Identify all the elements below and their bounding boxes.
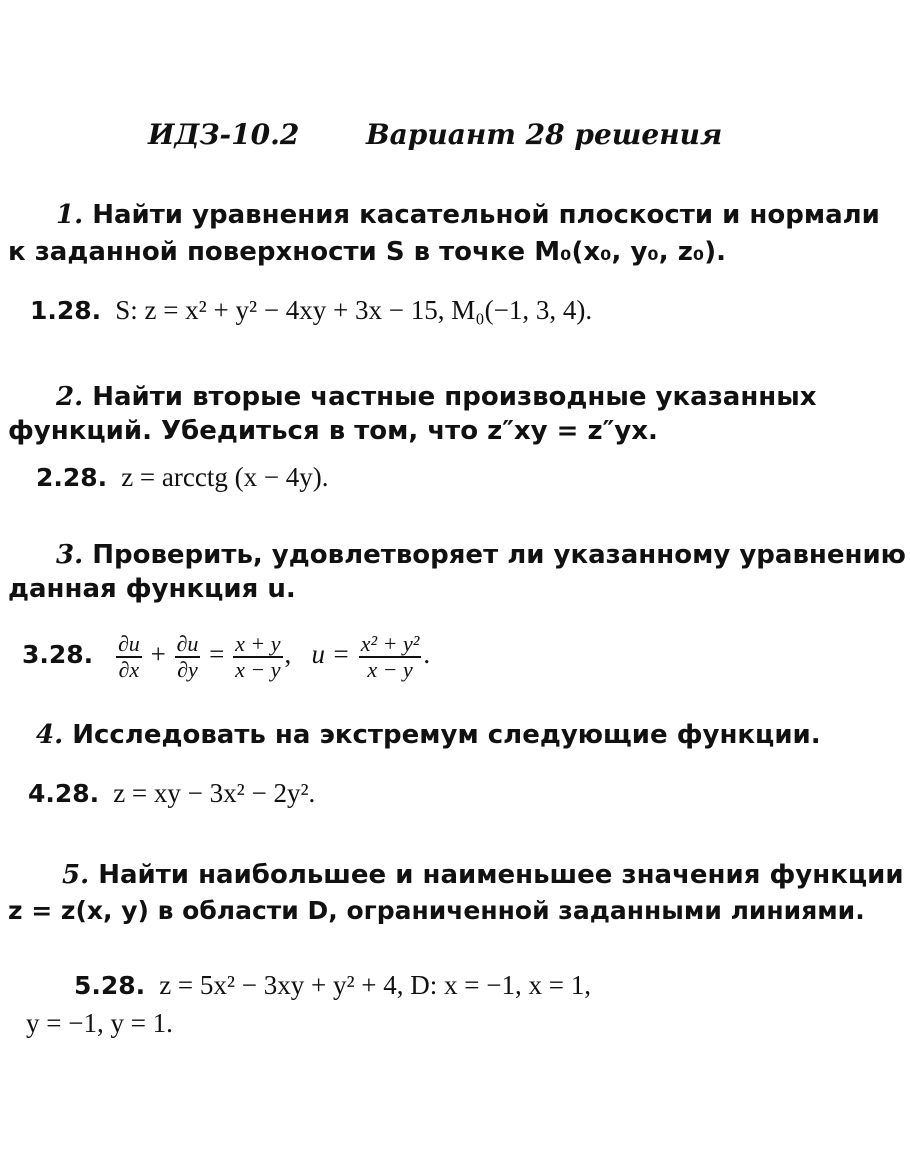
task-4-formula-line xyxy=(28,778,315,809)
task-3-sub-number: 3.28. xyxy=(22,640,94,670)
task-2-text-2: функций. Убедиться в том, что z″xy = z″yx. xyxy=(8,416,658,446)
task-5-sub-number: 5.28. xyxy=(74,971,146,1000)
task-5-text-1: Найти наибольшее и наименьшее значения функции xyxy=(98,860,904,890)
task-2-text-1: Найти вторые частные производные указанных xyxy=(92,382,817,412)
task-5-formula-1: z = 5x² − 3xy + y² + 4, D: x = −1, x = 1, xyxy=(159,970,591,1000)
task-3-line-1 xyxy=(56,540,906,570)
fraction-rhs: $\frac{x + y}{x - y}$ xyxy=(235,631,281,682)
task-5-number: 5. xyxy=(62,860,90,890)
fraction-du-dy: $\frac{\partial u}{\partial y}$ xyxy=(176,631,199,682)
task-4-text-1: Исследовать на экстремум следующие функции. xyxy=(72,720,821,750)
task-1-sub-number: 1.28. xyxy=(30,296,102,325)
task-4-formula: z = xy − 3x² − 2y². xyxy=(113,778,316,808)
task-1-number: 1. xyxy=(56,200,84,230)
task-2-sub-number: 2.28. xyxy=(36,463,108,492)
task-2-formula-line xyxy=(36,462,329,493)
task-1-text-1: Найти уравнения касательной плоскости и нормали xyxy=(92,200,880,230)
task-2-number: 2. xyxy=(56,382,84,412)
task-2-formula: z = arcctg (x − 4y). xyxy=(121,462,329,492)
task-1-line-1 xyxy=(56,200,880,230)
task-4-number: 4. xyxy=(36,720,64,750)
task-2-line-1 xyxy=(56,382,817,412)
u-label: u = xyxy=(311,639,351,670)
task-5-line-1 xyxy=(62,860,904,890)
task-4-sub-number: 4.28. xyxy=(28,779,100,808)
task-4-line-1 xyxy=(36,720,821,750)
task-3-number: 3. xyxy=(56,540,84,570)
task-5-formula-line-1 xyxy=(74,970,591,1001)
task-3-text-2: данная функция u. xyxy=(8,574,296,604)
task-1-formula: S: z = x² + y² − 4xy + 3x − 15, M₀(−1, 3, 4). xyxy=(115,295,593,325)
fraction-u: $\frac{\text{x² + y²}}{x - y}$ xyxy=(360,631,420,682)
doc-code: ИДЗ-10.2 xyxy=(148,118,300,151)
fraction-du-dx: $\frac{\partial u}{\partial x}$ xyxy=(117,631,140,682)
task-3-text-1: Проверить, удовлетворяет ли указанному уравнению xyxy=(92,540,906,570)
task-5-formula-line-2: y = −1, y = 1. xyxy=(26,1008,173,1038)
task-5-text-2: z = z(x, y) в области D, ограниченной заданными линиями. xyxy=(8,896,865,925)
task-1-text-2: к заданной поверхности S в точке M₀(x₀, y₀, z₀). xyxy=(8,237,726,267)
task-3-formula-line: 3.28. $\frac{\partial u}{\partial x}$ + $\frac{\partial u}{\partial y}$ = $\frac{x + y}{x - y}$ , u = $\frac{\text{x² + y²}}{x - y}$ . xyxy=(22,631,431,682)
task-1-formula-line xyxy=(30,295,592,326)
doc-variant: Вариант 28 решения xyxy=(366,118,723,151)
